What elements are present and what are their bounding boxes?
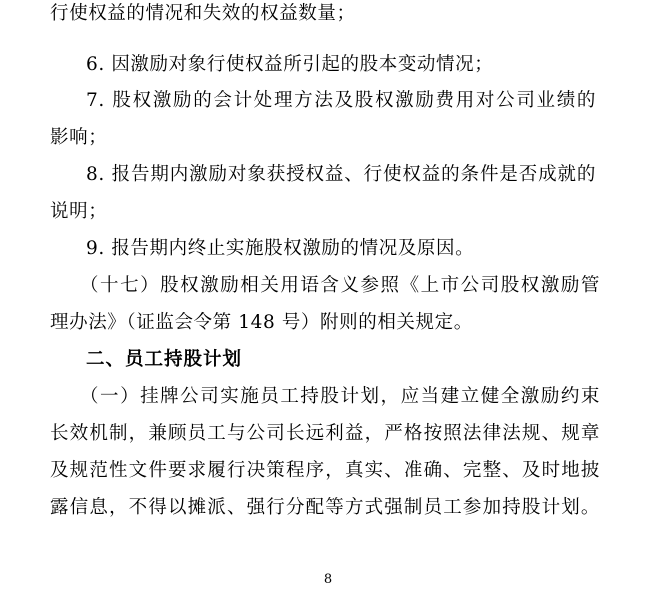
paragraph-1: （一）挂牌公司实施员工持股计划，应当建立健全激励约束 <box>80 386 600 407</box>
list-item-7-cont: 影响； <box>50 127 108 148</box>
section-heading: 二、员工持股计划 <box>86 349 243 370</box>
list-item-8-cont: 说明； <box>50 201 108 222</box>
text-line-1: 行使权益的情况和失效的权益数量； <box>50 3 356 24</box>
paragraph-17-cont: 理办法》（证监会令第 148 号）附则的相关规定。 <box>50 312 473 333</box>
paragraph-1-line-4: 露信息，不得以摊派、强行分配等方式强制员工参加持股计划。 <box>50 497 600 518</box>
paragraph-1-line-2: 长效机制，兼顾员工与公司长远利益，严格按照法律法规、规章 <box>50 423 600 444</box>
paragraph-1-line-3: 及规范性文件要求履行决策程序，真实、准确、完整、及时地披 <box>50 460 600 481</box>
paragraph-17: （十七）股权激励相关用语含义参照《上市公司股权激励管 <box>80 275 600 296</box>
list-item-6: 6. 因激励对象行使权益所引起的股本变动情况； <box>86 54 494 75</box>
list-item-7: 7. 股权激励的会计处理方法及股权激励费用对公司业绩的 <box>86 90 596 111</box>
page-number: 8 <box>323 572 333 587</box>
list-item-9: 9. 报告期内终止实施股权激励的情况及原因。 <box>86 238 475 259</box>
list-item-8: 8. 报告期内激励对象获授权益、行使权益的条件是否成就的 <box>86 164 596 185</box>
